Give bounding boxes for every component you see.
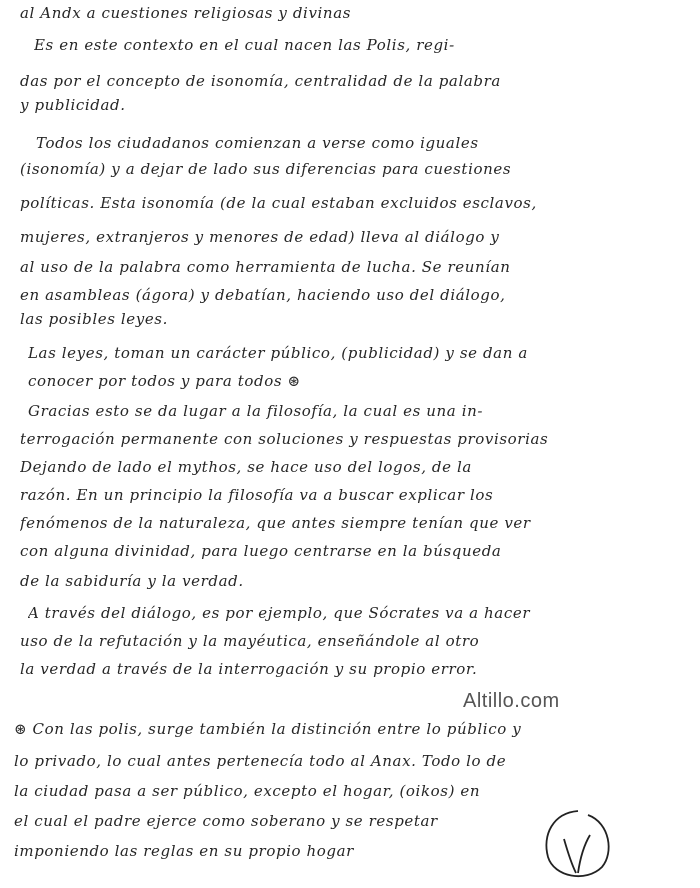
text-line-5: Todos los ciudadanos comienzan a verse como iguales bbox=[36, 134, 479, 152]
text-line-22: uso de la refutación y la mayéutica, enseñándole al otro bbox=[20, 632, 480, 650]
text-line-7: políticas. Esta isonomía (de la cual estaban excluidos esclavos, bbox=[20, 194, 537, 212]
text-line-2: Es en este contexto en el cual nacen las Polis, regi- bbox=[34, 36, 455, 54]
text-line-25: lo privado, lo cual antes pertenecía todo al Anax. Todo lo de bbox=[14, 752, 507, 770]
text-line-1: al Andx a cuestiones religiosas y divinas bbox=[20, 4, 352, 22]
text-line-8: mujeres, extranjeros y menores de edad) lleva al diálogo y bbox=[20, 228, 500, 246]
text-line-11: las posibles leyes. bbox=[20, 310, 168, 328]
text-line-9: al uso de la palabra como herramienta de lucha. Se reunían bbox=[20, 258, 511, 276]
text-line-3: das por el concepto de isonomía, centralidad de la palabra bbox=[20, 72, 501, 90]
text-line-23: la verdad a través de la interrogación y su propio error. bbox=[20, 660, 478, 678]
text-line-27: el cual el padre ejerce como soberano y se respetar bbox=[14, 812, 438, 830]
text-line-13: conocer por todos y para todos ⊛ bbox=[28, 372, 301, 390]
text-line-17: razón. En un principio la filosofía va a buscar explicar los bbox=[20, 486, 494, 504]
text-line-24: ⊛ Con las polis, surge también la distinción entre lo público y bbox=[14, 720, 522, 738]
text-line-4: y publicidad. bbox=[20, 96, 126, 114]
text-line-18: fenómenos de la naturaleza, que antes siempre tenían que ver bbox=[20, 514, 531, 532]
text-line-10: en asambleas (ágora) y debatían, haciendo uso del diálogo, bbox=[20, 286, 506, 304]
text-line-15: terrogación permanente con soluciones y respuestas provisorias bbox=[20, 430, 549, 448]
text-line-12: Las leyes, toman un carácter público, (publicidad) y se dan a bbox=[28, 344, 528, 362]
text-line-28: imponiendo las reglas en su propio hogar bbox=[14, 842, 354, 860]
text-line-19: con alguna divinidad, para luego centrarse en la búsqueda bbox=[20, 542, 502, 560]
text-line-6: (isonomía) y a dejar de lado sus diferencias para cuestiones bbox=[20, 160, 512, 178]
text-line-14: Gracias esto se da lugar a la filosofía, la cual es una in- bbox=[28, 402, 484, 420]
text-line-16: Dejando de lado el mythos, se hace uso del logos, de la bbox=[20, 458, 472, 476]
text-line-26: la ciudad pasa a ser público, excepto el hogar, (oikos) en bbox=[14, 782, 481, 800]
signature-scribble-icon bbox=[538, 805, 618, 885]
text-line-20: de la sabiduría y la verdad. bbox=[20, 572, 244, 590]
watermark: Altillo.com bbox=[463, 690, 560, 712]
text-line-21: A través del diálogo, es por ejemplo, que Sócrates va a hacer bbox=[28, 604, 531, 622]
